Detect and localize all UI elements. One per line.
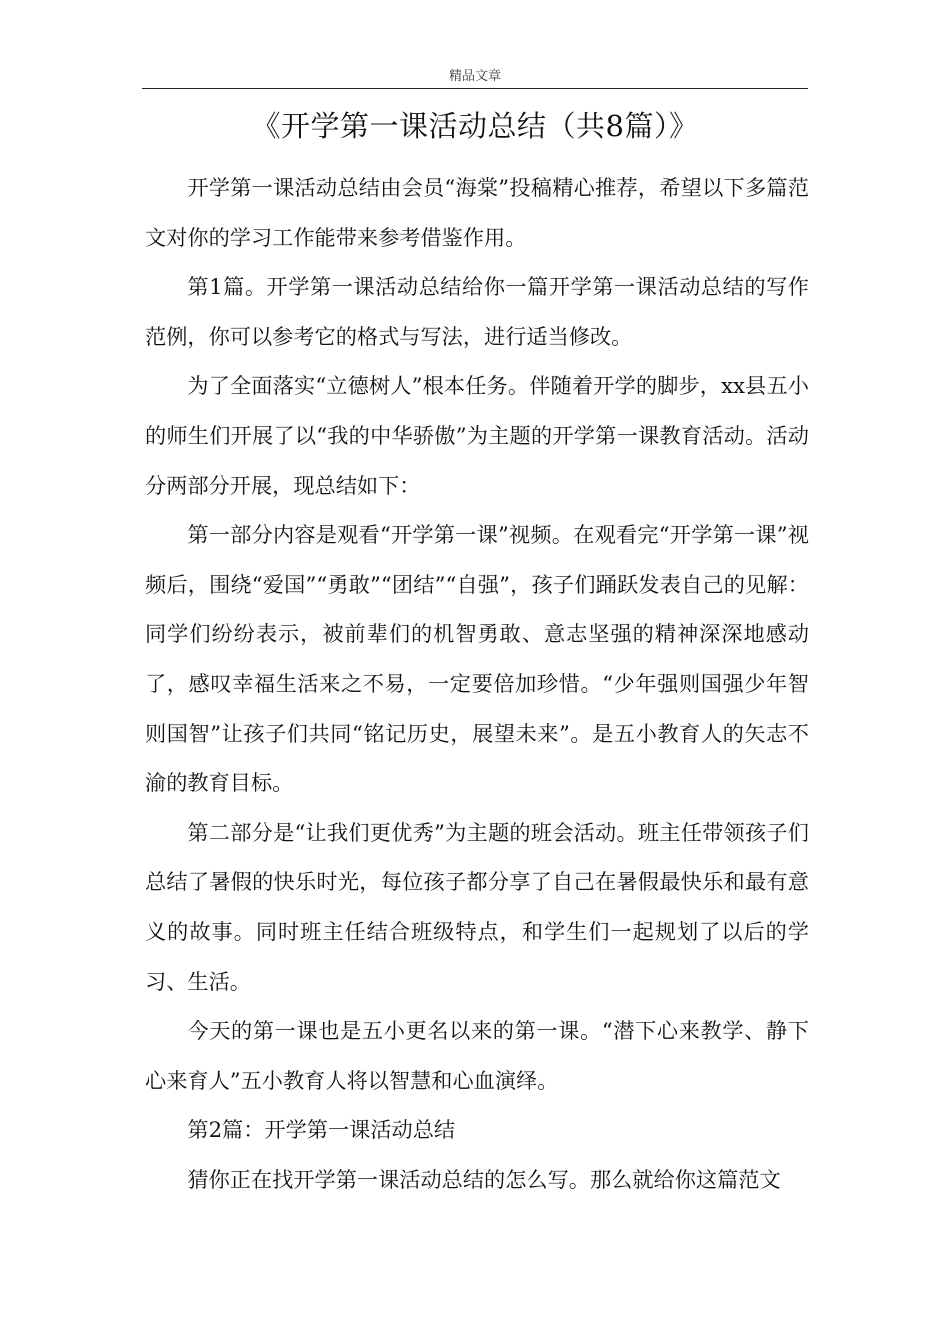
- paragraph-part-one: 第一部分内容是观看“开学第一课”视频。在观看完“开学第一课”视频后，围绕“爱国”“勇敢”“团结”“自强”，孩子们踊跃发表自己的见解：同学们纷纷表示，被前辈们的机智勇敢、意志坚强的精神深深地感动了，感叹幸福生活来之不易，一定要倍加珍惜。“少年强则国强少年智则国智”让孩子们共同“铭记历史，展望未来”。是五小教育人的矢志不渝的教育目标。: [145, 522, 809, 796]
- paragraph-article-2-intro: 猜你正在找开学第一课活动总结的怎么写。那么就给你这篇范文: [187, 1166, 781, 1192]
- paragraph-article-1-heading: 第1篇。开学第一课活动总结给你一篇开学第一课活动总结的写作范例，你可以参考它的格式与写法，进行适当修改。: [145, 274, 809, 349]
- paragraph-part-two: 第二部分是“让我们更优秀”为主题的班会活动。班主任带领孩子们总结了暑假的快乐时光，每位孩子都分享了自己在暑假最快乐和最有意义的故事。同时班主任结合班级特点，和学生们一起规划了以后的学习、生活。: [145, 819, 809, 994]
- document-title: 《开学第一课活动总结（共8篇）》: [251, 109, 699, 143]
- paragraph-article-2-heading: 第2篇：开学第一课活动总结: [187, 1117, 456, 1143]
- page-header: [142, 66, 808, 89]
- paragraph-background: 为了全面落实“立德树人”根本任务。伴随着开学的脚步，xx县五小的师生们开展了以“我的中华骄傲”为主题的开学第一课教育活动。活动分两部分开展，现总结如下：: [145, 373, 809, 498]
- document-body: [145, 163, 809, 1204]
- paragraph-conclusion: 今天的第一课也是五小更名以来的第一课。“潜下心来教学、静下心来育人”五小教育人将以智慧和心血演绎。: [145, 1018, 809, 1093]
- header-text: 精品文章: [448, 69, 501, 84]
- paragraph-intro: 开学第一课活动总结由会员“海棠”投稿精心推荐，希望以下多篇范文对你的学习工作能带来参考借鉴作用。: [145, 175, 809, 250]
